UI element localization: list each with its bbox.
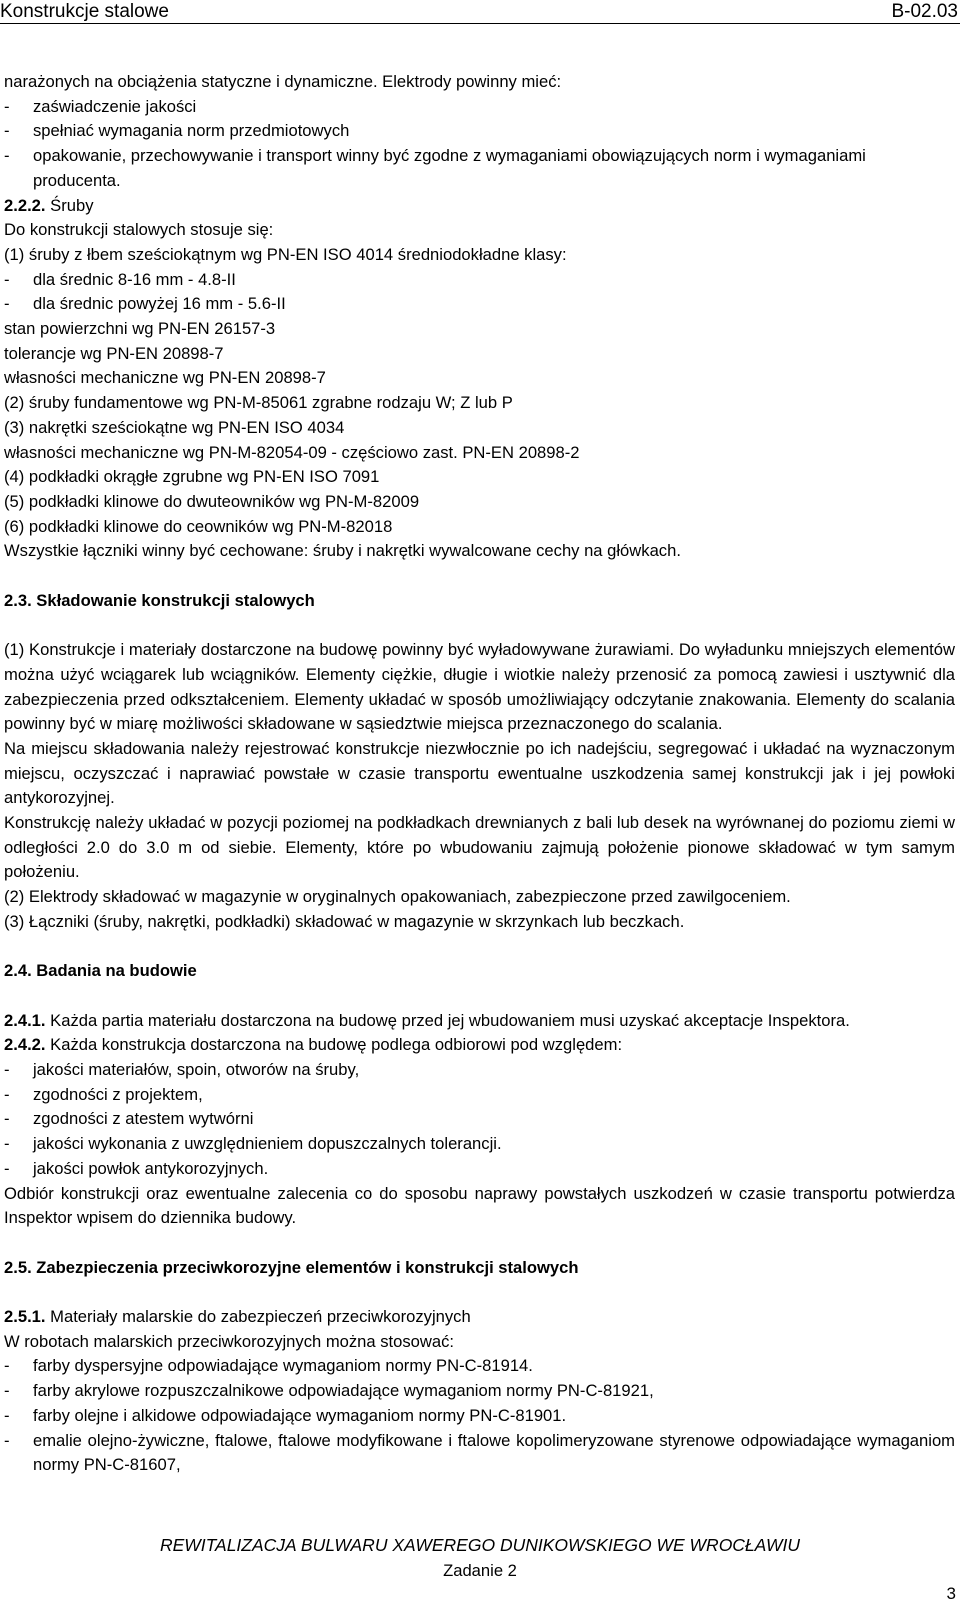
list-item: - dla średnic 8-16 mm - 4.8-II [4, 269, 236, 289]
paragraph: Na miejscu składowania należy rejestrować konstrukcje niezwłocznie po ich nadejściu, segregować i układać na wyznaczonym miejscu, oczyszczać i naprawiać powstałe w czasie transportu ewentualne uszkodzenia samej konstrukcji jak i jej powłoki antykorozyjnej. [4, 738, 955, 808]
list-item: - farby akrylowe rozpuszczalnikowe odpowiadające wymaganiom normy PN-C-81921, [4, 1381, 654, 1401]
list-item: - emalie olejno-żywiczne, ftalowe, ftalowe modyfikowane i ftalowe kopolimeryzowane styrenowe odpowiadające wymaganiom normy PN-C-81607, [4, 1430, 955, 1475]
footer-project-title: REWITALIZACJA BULWARU XAWEREGO DUNIKOWSKIEGO WE WROCŁAWIU [159, 1535, 801, 1555]
list-item: - farby dyspersyjne odpowiadające wymaganiom normy PN-C-81914. [4, 1356, 533, 1376]
paragraph: stan powierzchni wg PN-EN 26157-3 [4, 319, 276, 339]
list-item: - jakości powłok antykorozyjnych. [4, 1158, 269, 1178]
paragraph: (6) podkładki klinowe do ceowników wg PN-M-82018 [4, 516, 393, 536]
paragraph: Odbiór konstrukcji oraz ewentualne zalecenia co do sposobu naprawy powstałych uszkodzeń w czasie transportu potwierdza Inspektor wpisem do dziennika budowy. [4, 1183, 955, 1228]
section-2-5-1: 2.5.1. Materiały malarskie do zabezpieczeń przeciwkorozyjnych [4, 1307, 471, 1327]
paragraph: (3) Łączniki (śruby, nakrętki, podkładki) składować w magazynie w skrzynkach lub beczkach. [4, 911, 685, 931]
section-2-4-1: 2.4.1. Każda partia materiału dostarczona na budowę przed jej wbudowaniem musi uzyskać akceptacje Inspektora. [4, 1010, 850, 1030]
paragraph: Wszystkie łączniki winny być cechowane: śruby i nakrętki wywalcowane cechy na główkach. [4, 541, 681, 561]
footer-task: Zadanie 2 [443, 1561, 517, 1580]
list-item: - zaświadczenie jakości [4, 96, 197, 116]
list-item: - opakowanie, przechowywanie i transport winny być zgodne z wymaganiami obowiązujących norm i wymaganiami producenta. [4, 146, 866, 190]
paragraph: (5) podkładki klinowe do dwuteowników wg PN-M-82009 [4, 491, 420, 511]
list-item: - farby olejne i alkidowe odpowiadające wymaganiom normy PN-C-81901. [4, 1405, 567, 1425]
list-item: - spełniać wymagania norm przedmiotowych [4, 121, 350, 141]
paragraph: (1) Konstrukcje i materiały dostarczone na budowę powinny być wyładowywane żurawiami. Do wyładunku mniejszych elementów można użyć wciągarek lub wciągników. Elementy ciężkie, długie i wiotkie należy przenosić za pomocą zawiesi i usztywnić dla zabezpieczenia przed odkształceniem. Elementy układać w sposób umożliwiający odczytanie znakowania. Elementy do scalania powinny być w miarę możliwości składowane w sąsiedztwie miejsca przeznaczonego do scalania. [4, 640, 955, 734]
paragraph: (1) śruby z łbem sześciokątnym wg PN-EN ISO 4014 średniodokładne klasy: [4, 244, 567, 264]
list-item: - jakości materiałów, spoin, otworów na śruby, [4, 1060, 360, 1080]
paragraph: tolerancje wg PN-EN 20898-7 [4, 343, 224, 363]
section-heading-2-3: 2.3. Składowanie konstrukcji stalowych [4, 590, 315, 610]
section-2-4-2: 2.4.2. Każda konstrukcja dostarczona na budowę podlega odbiorowi pod względem: [4, 1035, 623, 1055]
paragraph: własności mechaniczne wg PN-EN 20898-7 [4, 368, 326, 388]
paragraph: (4) podkładki okrągłe zgrubne wg PN-EN ISO 7091 [4, 467, 380, 487]
paragraph: Do konstrukcji stalowych stosuje się: [4, 220, 274, 240]
paragraph: (2) śruby fundamentowe wg PN-M-85061 zgrabne rodzaju W; Z lub P [4, 393, 513, 413]
page-footer [0, 1532, 960, 1584]
header-title: Konstrukcje stalowe [0, 1, 169, 22]
page-number: 3 [946, 1584, 956, 1603]
page-header [0, 0, 960, 24]
list-item: - jakości wykonania z uwzględnieniem dopuszczalnych tolerancji. [4, 1134, 502, 1154]
list-item: - zgodności z atestem wytwórni [4, 1109, 254, 1129]
paragraph: (3) nakrętki sześciokątne wg PN-EN ISO 4034 [4, 417, 345, 437]
list-item: - zgodności z projektem, [4, 1084, 203, 1104]
list-item: - dla średnic powyżej 16 mm - 5.6-II [4, 294, 286, 314]
paragraph: własności mechaniczne wg PN-M-82054-09 - częściowo zast. PN-EN 20898-2 [4, 442, 580, 462]
section-heading-2-5: 2.5. Zabezpieczenia przeciwkorozyjne elementów i konstrukcji stalowych [4, 1257, 579, 1277]
section-heading-2-2-2: 2.2.2. Śruby [4, 195, 94, 215]
paragraph: W robotach malarskich przeciwkorozyjnych można stosować: [4, 1331, 455, 1351]
paragraph: (2) Elektrody składować w magazynie w oryginalnych opakowaniach, zabezpieczone przed zawilgoceniem. [4, 887, 791, 907]
paragraph: narażonych na obciążenia statyczne i dynamiczne. Elektrody powinny mieć: [4, 72, 562, 91]
document-body [4, 70, 955, 1478]
paragraph: Konstrukcję należy układać w pozycji poziomej na podkładkach drewnianych z bali lub desek na wyrównanej do poziomu ziemi w odległości 2.0 do 3.0 m od siebie. Elementy, które po wbudowaniu zajmują położenie pionowe składować w tym samym położeniu. [4, 813, 955, 882]
section-heading-2-4: 2.4. Badania na budowie [4, 961, 197, 981]
header-code: B-02.03 [891, 1, 958, 22]
